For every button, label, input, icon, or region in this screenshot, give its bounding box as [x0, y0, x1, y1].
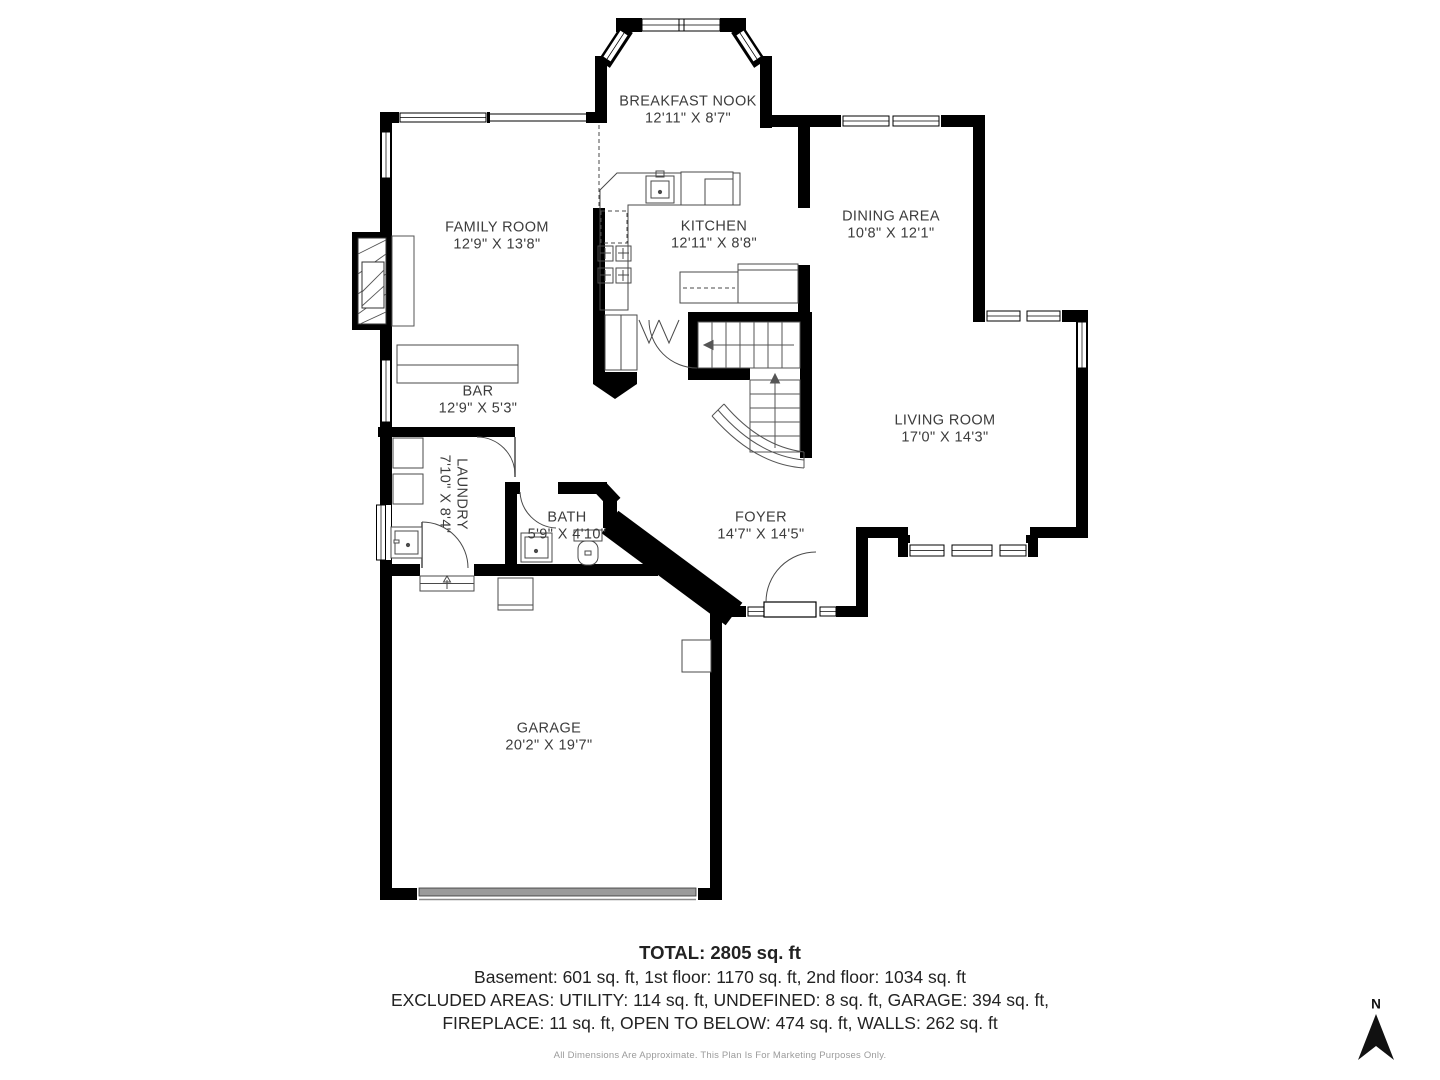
north-label: N: [1371, 996, 1381, 1012]
bay-angled-window-right: [740, 33, 757, 59]
stairs: [698, 322, 804, 468]
room-label-dining-area: [842, 209, 940, 242]
area-summary: [0, 942, 1440, 1061]
room-name: LAUNDRY: [453, 458, 470, 530]
room-name: FAMILY ROOM: [445, 219, 549, 236]
walls-layer: [378, 18, 1088, 900]
garage-door: [417, 886, 698, 902]
room-label-family-room: [445, 220, 549, 253]
room-name: FOYER: [735, 509, 787, 526]
room-dims: 17'0" X 14'3": [901, 429, 989, 446]
excluded-areas-line2: FIREPLACE: 11 sq. ft, OPEN TO BELOW: 474 sq. ft, WALLS: 262 sq. ft: [442, 1013, 998, 1033]
room-name: BREAKFAST NOOK: [619, 93, 757, 110]
fireplace: [352, 232, 414, 330]
room-name: DINING AREA: [842, 208, 940, 225]
bay-angled-window-left: [607, 33, 624, 59]
room-label-bath: [528, 510, 607, 543]
room-label-garage: [505, 721, 592, 754]
room-label-bar: [439, 384, 518, 417]
room-dims: 12'11" X 8'7": [644, 110, 732, 127]
garage-fixtures: [498, 578, 711, 672]
room-dims: 5'9" X 4'10": [527, 526, 607, 543]
room-dims: 12'9" X 5'3": [438, 400, 518, 417]
room-dims: 7'10" X 8'4": [436, 454, 453, 534]
laundry-fixtures: [391, 438, 423, 558]
room-dims: 12'11" X 8'8": [670, 235, 758, 252]
room-label-living-room: [894, 413, 995, 446]
room-label-foyer: [717, 510, 804, 543]
room-dims: 12'9" X 13'8": [453, 236, 541, 253]
room-label-breakfast-nook: [619, 94, 756, 127]
room-dims: 20'2" X 19'7": [505, 737, 593, 754]
room-name: GARAGE: [516, 720, 582, 737]
room-name: BAR: [462, 383, 494, 400]
room-name: LIVING ROOM: [894, 412, 996, 429]
floor-areas: Basement: 601 sq. ft, 1st floor: 1170 sq. ft, 2nd floor: 1034 sq. ft: [474, 967, 966, 987]
room-dims: 14'7" X 14'5": [717, 526, 805, 543]
bar-counter: [397, 345, 518, 383]
disclaimer-text: All Dimensions Are Approximate. This Plan Is For Marketing Purposes Only.: [553, 1050, 887, 1061]
excluded-areas-line1: EXCLUDED AREAS: UTILITY: 114 sq. ft, UNDEFINED: 8 sq. ft, GARAGE: 394 sq. ft,: [390, 990, 1050, 1010]
room-name: BATH: [547, 509, 587, 526]
room-name: KITCHEN: [680, 218, 748, 235]
total-area: TOTAL: 2805 sq. ft: [639, 942, 801, 963]
kitchen-fixtures: [598, 125, 798, 310]
room-label-kitchen: [671, 219, 757, 252]
room-label-laundry: [437, 455, 470, 534]
room-dims: 10'8" X 12'1": [847, 225, 935, 242]
